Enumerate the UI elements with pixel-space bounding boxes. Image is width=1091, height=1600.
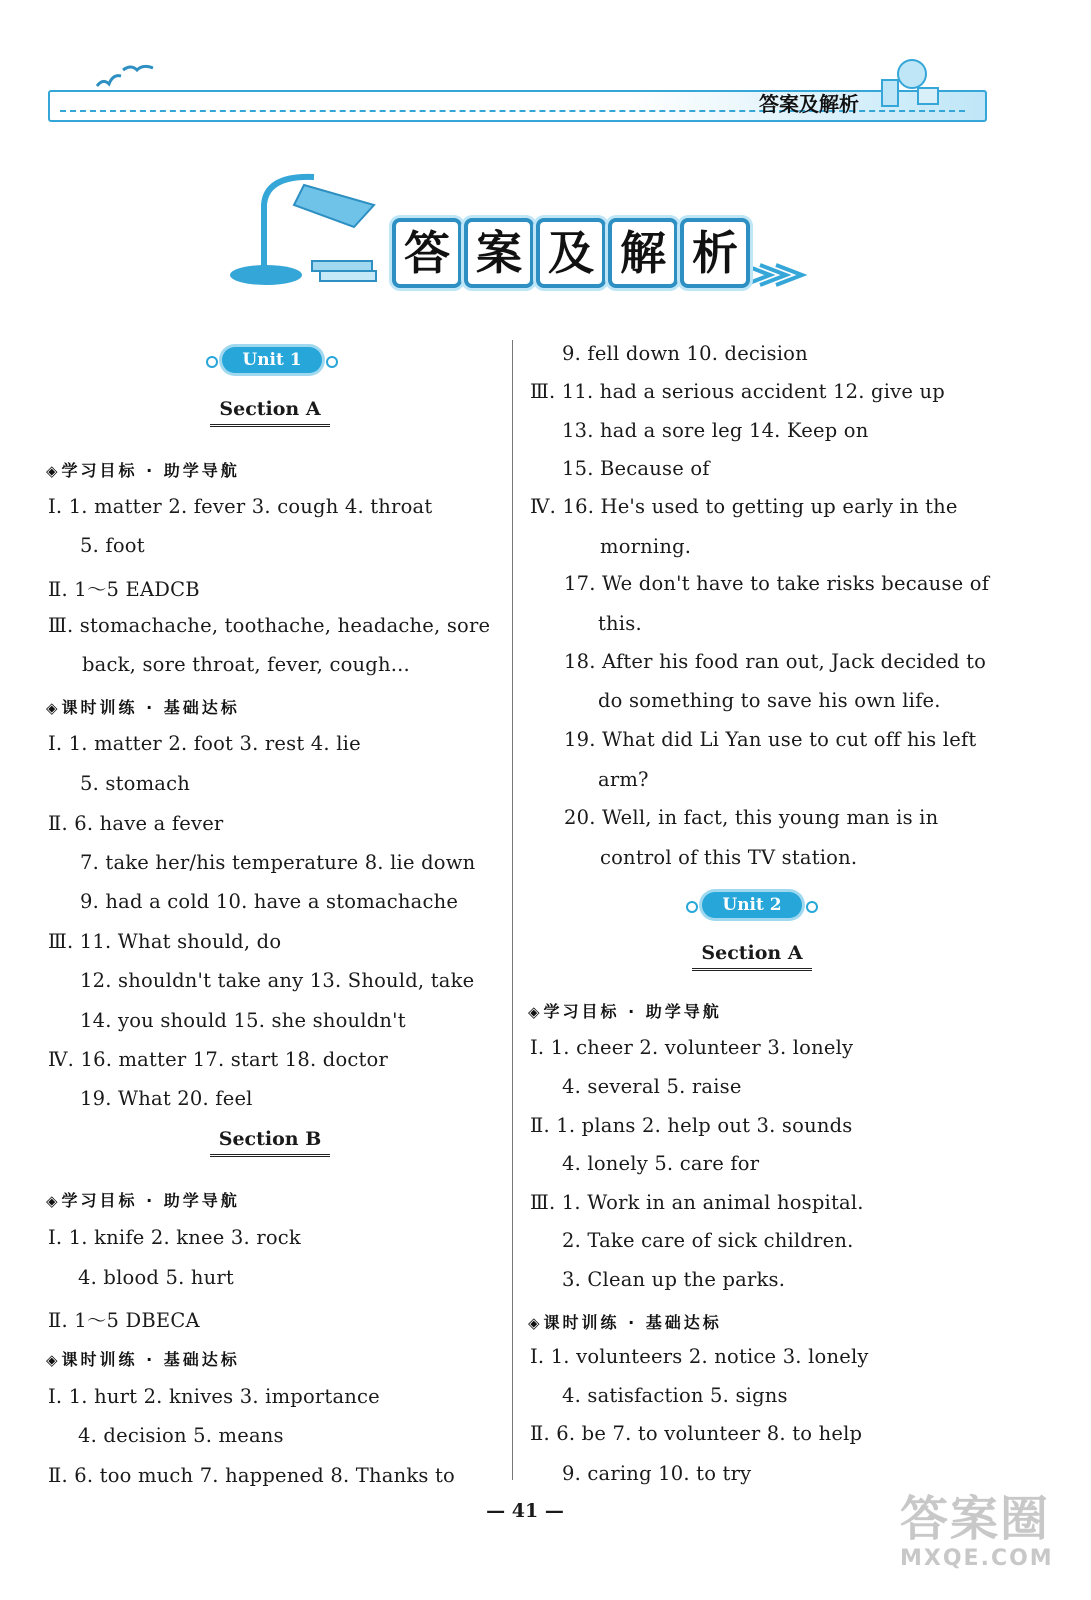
answer-line: 4. lonely 5. care for xyxy=(562,1152,760,1175)
answer-line: Ⅰ. 1. knife 2. knee 3. rock xyxy=(48,1226,301,1249)
answer-line: 15. Because of xyxy=(562,457,710,480)
unit-1-badge: Unit 1 xyxy=(222,347,322,373)
title-char-3: 及 xyxy=(536,218,606,288)
desk-globe-icon xyxy=(868,56,948,116)
answer-line: Ⅱ. 1～5 EADCB xyxy=(48,578,200,601)
answer-line: 17. We don't have to take risks because of xyxy=(564,572,990,595)
diamond-icon: ◈ xyxy=(46,462,58,480)
watermark xyxy=(900,1492,1070,1592)
answer-line: Ⅳ. 16. matter 17. start 18. doctor xyxy=(48,1048,389,1071)
diamond-icon: ◈ xyxy=(46,1351,58,1369)
answer-line: 19. What 20. feel xyxy=(80,1087,253,1110)
answer-line: 7. take her/his temperature 8. lie down xyxy=(80,851,476,874)
answer-line: Ⅲ. 1. Work in an animal hospital. xyxy=(530,1191,864,1214)
diamond-icon: ◈ xyxy=(528,1314,540,1332)
answer-line: arm? xyxy=(598,768,649,791)
answer-line: Ⅱ. 1. plans 2. help out 3. sounds xyxy=(530,1114,853,1137)
answer-line: 2. Take care of sick children. xyxy=(562,1229,854,1252)
unit-2-badge: Unit 2 xyxy=(702,892,802,918)
answer-line: Ⅱ. 6. be 7. to volunteer 8. to help xyxy=(530,1422,863,1445)
answer-line: 9. had a cold 10. have a stomachache xyxy=(80,890,459,913)
study-goal-heading: ◈ 学习目标 · 助学导航 xyxy=(46,1191,240,1210)
answer-line: morning. xyxy=(600,535,692,558)
answer-line: 9. fell down 10. decision xyxy=(562,342,808,365)
title-char-1: 答 xyxy=(392,218,462,288)
answer-line: Ⅰ. 1. cheer 2. volunteer 3. lonely xyxy=(530,1036,854,1059)
practice-heading: ◈ 课时训练 · 基础达标 xyxy=(46,1350,240,1369)
answer-line: 9. caring 10. to try xyxy=(562,1462,752,1485)
practice-heading: ◈ 课时训练 · 基础达标 xyxy=(528,1313,722,1332)
answer-line: Ⅲ. 11. had a serious accident 12. give up xyxy=(530,380,945,403)
answer-line: 3. Clean up the parks. xyxy=(562,1268,786,1291)
birds-icon xyxy=(95,64,165,98)
header-title: 答案及解析 xyxy=(759,92,859,116)
practice-heading: ◈ 课时训练 · 基础达标 xyxy=(46,698,240,717)
column-divider xyxy=(512,340,513,1480)
answer-line: Ⅱ. 6. too much 7. happened 8. Thanks to xyxy=(48,1464,455,1487)
answer-line: Ⅰ. 1. hurt 2. knives 3. importance xyxy=(48,1385,380,1408)
watermark-url: MXQE.COM xyxy=(900,1546,1054,1571)
answer-line: 4. several 5. raise xyxy=(562,1075,742,1098)
answer-line: 4. satisfaction 5. signs xyxy=(562,1384,788,1407)
answer-line: Ⅰ. 1. matter 2. foot 3. rest 4. lie xyxy=(48,732,361,755)
answer-line: this. xyxy=(598,612,642,635)
answer-line: 5. stomach xyxy=(80,772,190,795)
answer-line: 18. After his food ran out, Jack decided to xyxy=(564,650,987,673)
answer-line: do something to save his own life. xyxy=(598,689,941,712)
title-char-4: 解 xyxy=(608,218,678,288)
diamond-icon: ◈ xyxy=(46,699,58,717)
answer-line: 13. had a sore leg 14. Keep on xyxy=(562,419,869,442)
answer-line: control of this TV station. xyxy=(600,846,858,869)
watermark-logo-text: 答案圈 xyxy=(900,1491,1051,1547)
answer-line: Ⅱ. 6. have a fever xyxy=(48,812,224,835)
unit-2-section-a-heading: Section A xyxy=(692,942,812,971)
answer-line: 12. shouldn't take any 13. Should, take xyxy=(80,969,475,992)
answer-line: Ⅰ. 1. volunteers 2. notice 3. lonely xyxy=(530,1345,869,1368)
answer-line: Ⅱ. 1～5 DBECA xyxy=(48,1309,200,1332)
unit-1-section-a-heading: Section A xyxy=(210,398,330,427)
answer-line: 5. foot xyxy=(80,534,145,557)
diamond-icon: ◈ xyxy=(528,1003,540,1021)
answer-line: Ⅰ. 1. matter 2. fever 3. cough 4. throat xyxy=(48,495,433,518)
answer-line: back, sore throat, fever, cough... xyxy=(82,653,410,676)
answer-line: 4. blood 5. hurt xyxy=(78,1266,234,1289)
answer-line: 14. you should 15. she shouldn't xyxy=(80,1009,406,1032)
unit-1-section-b-heading: Section B xyxy=(210,1128,330,1157)
answer-line: Ⅲ. 11. What should, do xyxy=(48,930,282,953)
study-goal-heading: ◈ 学习目标 · 助学导航 xyxy=(528,1002,722,1021)
title-char-2: 案 xyxy=(464,218,534,288)
diamond-icon: ◈ xyxy=(46,1192,58,1210)
study-goal-heading: ◈ 学习目标 · 助学导航 xyxy=(46,461,240,480)
answer-line: Ⅲ. stomachache, toothache, headache, sore xyxy=(48,614,491,637)
title-char-5: 析 xyxy=(680,218,750,288)
answer-line: Ⅳ. 16. He's used to getting up early in the xyxy=(530,495,958,518)
answer-line: 19. What did Li Yan use to cut off his left xyxy=(564,728,977,751)
page-number: — 41 — xyxy=(486,1500,564,1522)
answer-line: 4. decision 5. means xyxy=(78,1424,284,1447)
answer-line: 20. Well, in fact, this young man is in xyxy=(564,806,939,829)
